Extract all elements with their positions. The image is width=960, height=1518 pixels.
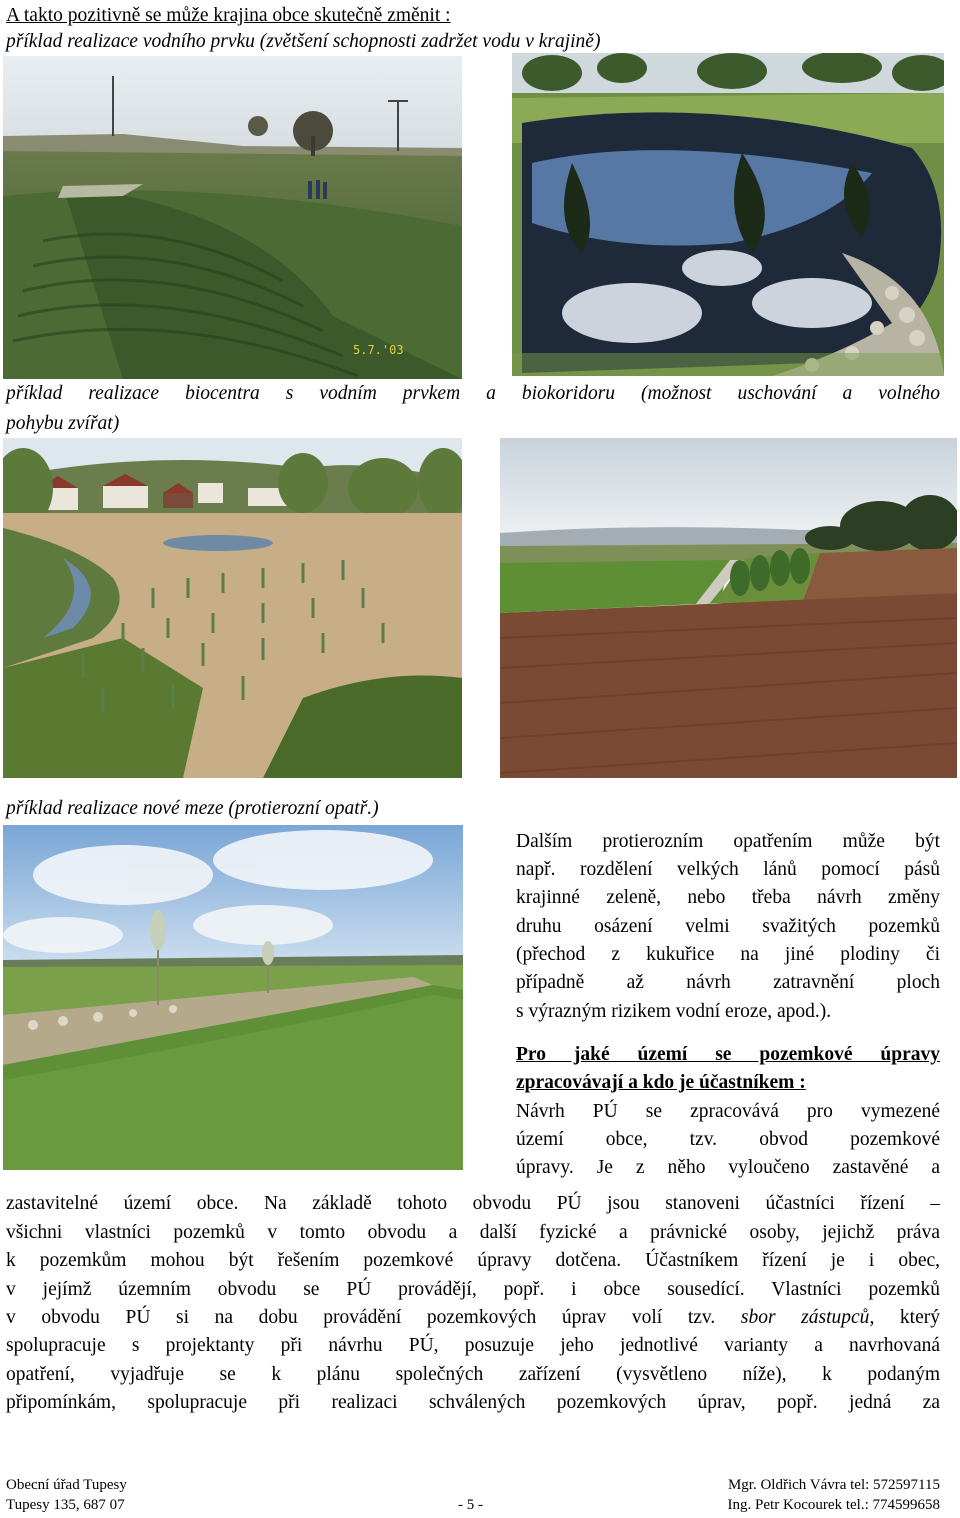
caption-water-element: příklad realizace vodního prvku (zvětšení schopnosti zadržet vodu v krajině)	[6, 31, 601, 52]
footer-address: Tupesy 135, 687 07	[6, 1497, 125, 1513]
footer-contact-1: Mgr. Oldřich Vávra tel: 572597115	[727, 1477, 940, 1493]
body-line-part: , který	[869, 1307, 940, 1328]
photo-pond-construction	[3, 56, 462, 379]
body-line: zastavitelné území obce. Na základě tohoto obvodu PÚ jsou stanoveni účastníci řízení –	[6, 1193, 940, 1214]
photo-date-stamp: 5.7.'03	[353, 343, 404, 357]
body-line: spolupracuje s projektanty při návrhu PÚ, posuzuje jeho jednotlivé varianty a navrhovaná	[6, 1335, 940, 1356]
body-line	[6, 1304, 940, 1332]
page-heading: A takto pozitivně se může krajina obce skutečně změnit :	[6, 5, 451, 26]
caption-meze: příklad realizace nové meze (protierozní opatř.)	[6, 798, 379, 819]
answer-line-1: Návrh PÚ se zpracovává pro vymezené	[516, 1101, 940, 1122]
right-paragraph-line-7: s výrazným rizikem vodní eroze, apod.).	[516, 1001, 832, 1022]
answer-line-3: úpravy. Je z něho vyloučeno zastavěné a	[516, 1157, 940, 1178]
footer-office: Obecní úřad Tupesy	[6, 1477, 127, 1493]
footer-page-number: - 5 -	[458, 1497, 483, 1513]
body-line-part: v obvodu PÚ si na dobu provádění pozemkových úprav volí tzv.	[6, 1307, 741, 1328]
caption-biocentre-line-1: příklad realizace biocentra s vodním prvkem a biokoridoru (možnost uschování a volného	[6, 383, 940, 404]
body-line: připomínkám, spolupracuje při realizaci schválených pozemkových úprav, popř. jedná za	[6, 1392, 940, 1413]
right-paragraph-line-6: případně až návrh zatravnění ploch	[516, 972, 940, 993]
right-paragraph-line-2: např. rozdělení velkých lánů pomocí pásů	[516, 859, 940, 880]
question-heading-line-2: zpracovávají a kdo je účastníkem :	[516, 1072, 806, 1093]
body-line: všichni vlastníci pozemků v tomto obvodu a další fyzické a právnické osoby, jejichž práva	[6, 1222, 940, 1243]
right-paragraph-line-1: Dalším protierozním opatřením může být	[516, 831, 940, 852]
photo-biocentre	[3, 438, 462, 778]
question-heading-line-1: Pro jaké území se pozemkové úpravy	[516, 1044, 940, 1065]
right-paragraph-line-3: krajinné zeleně, nebo třeba návrh změny	[516, 887, 940, 908]
sbor-zastupcu-term: sbor zástupců	[740, 1307, 870, 1328]
answer-line-2: území obce, tzv. obvod pozemkové	[516, 1129, 940, 1150]
body-line: opatření, vyjadřuje se k plánu společných zařízení (vysvětleno níže), k podaným	[6, 1364, 940, 1385]
photo-new-balk	[3, 825, 463, 1170]
body-line: v jejímž územním obvodu se PÚ provádějí, popř. i obce sousedící. Vlastníci pozemků	[6, 1279, 940, 1300]
body-line: k pozemkům mohou být řešením pozemkové úpravy dotčena. Účastníkem řízení je i obec,	[6, 1250, 940, 1271]
right-paragraph-line-5: (přechod z kukuřice na jiné plodiny či	[516, 944, 940, 965]
footer-contact-2: Ing. Petr Kocourek tel.: 774599658	[727, 1497, 940, 1513]
right-paragraph-line-4: druhu osázení velmi svažitých pozemků	[516, 916, 940, 937]
photo-field-greenbelt	[500, 438, 957, 778]
photo-pond-reflection	[512, 53, 944, 376]
caption-biocentre-line-2: pohybu zvířat)	[6, 413, 120, 434]
